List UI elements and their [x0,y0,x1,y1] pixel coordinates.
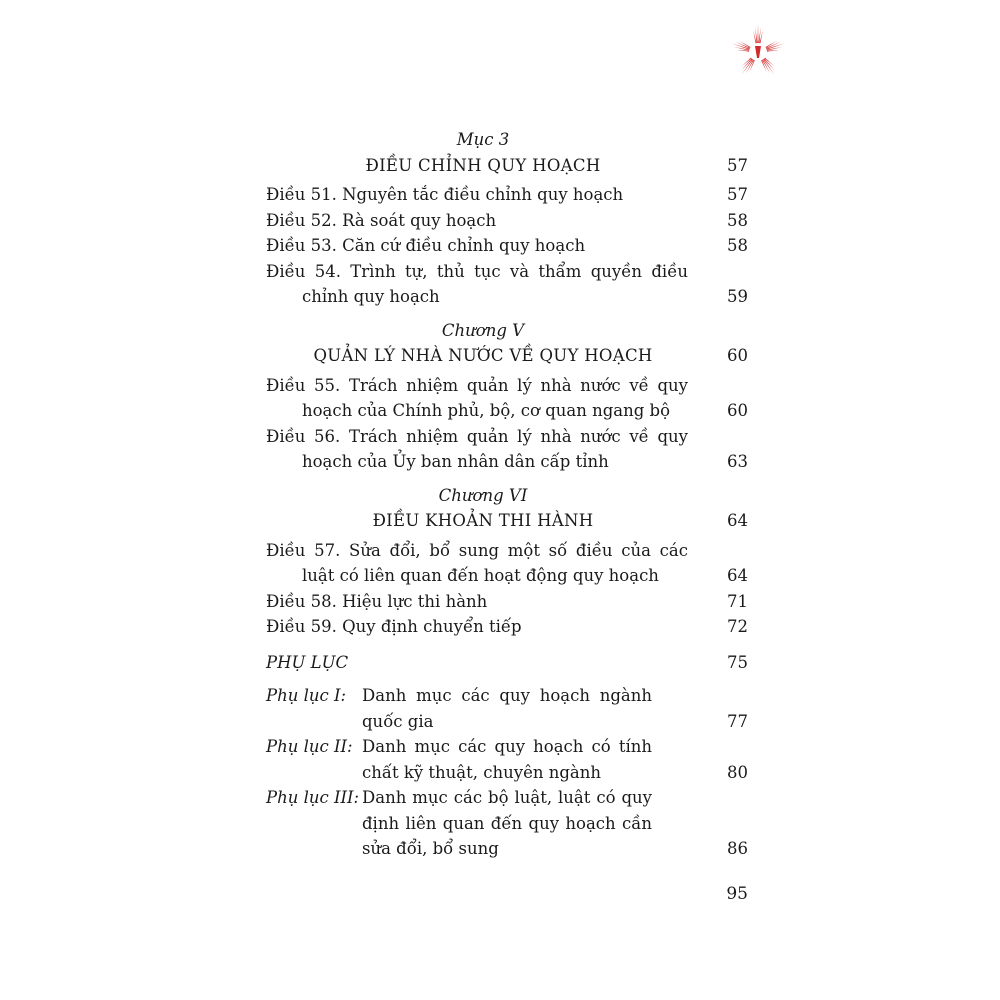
chapter-heading[interactable] [266,343,748,369]
appendix-title: PHỤ LỤC [266,652,349,672]
toc-entry[interactable] [266,373,748,424]
toc-entry[interactable] [266,424,748,475]
toc-entry[interactable] [266,259,748,310]
toc-entry[interactable] [266,538,748,589]
toc-entry[interactable] [266,614,748,640]
entry-title: Điều 52. Rà soát quy hoạch [266,210,497,230]
appendix-text: Danh mục các bộ luật, luật có quy định liên quan đến quy hoạch cần sửa đổi, bổ sung [362,788,652,858]
chapter-label: Chương V [441,320,525,340]
toc-entry[interactable] [266,208,748,234]
table-of-contents [266,125,748,862]
entry-title: Điều 53. Căn cứ điều chỉnh quy hoạch [266,236,586,255]
page-number: 64 [727,511,748,530]
appendix-entry[interactable] [266,683,748,734]
page-number: 57 [727,155,748,175]
appendix-text: Danh mục các quy hoạch ngành quốc gia [362,686,652,731]
toc-entry[interactable] [266,182,748,208]
page-number: 60 [727,401,748,420]
chapter-title: ĐIỀU KHOẢN THI HÀNH [372,511,594,530]
page-number: 58 [727,210,748,230]
page-number: 71 [727,591,748,611]
section-label: Mục 3 [456,130,510,149]
section-title: ĐIỀU CHỈNH QUY HOẠCH [365,155,601,175]
page-number: 77 [727,711,748,731]
entry-title: Điều 56. Trách nhiệm quản lý nhà nước về quy hoạch của Ủy ban nhân dân cấp tỉnh [266,426,688,471]
page-number: 64 [727,566,748,585]
toc-entry[interactable] [266,233,748,259]
page-number: 86 [727,839,748,858]
appendix-entry[interactable] [266,785,748,862]
appendix-text: Danh mục các quy hoạch có tính chất kỹ thuật, chuyên ngành [362,737,652,782]
appendix-label: Phụ lục I: [266,686,347,705]
appendix-label: Phụ lục II: [266,737,353,756]
toc-entry[interactable] [266,589,748,615]
page-number: 59 [727,287,748,306]
entry-title: Điều 58. Hiệu lực thi hành [266,591,488,611]
page-number: 58 [727,236,748,255]
page-number: 63 [727,452,748,471]
page-folio: 95 [726,884,748,904]
page-number: 80 [727,762,748,782]
entry-title: Điều 54. Trình tự, thủ tục và thẩm quyền điều chỉnh quy hoạch [266,261,688,306]
appendix-heading[interactable] [266,650,748,676]
chapter-heading[interactable] [266,508,748,534]
page-number: 60 [727,346,748,365]
chapter-label: Chương VI [438,485,528,505]
entry-title: Điều 51. Nguyên tắc điều chỉnh quy hoạch [266,185,624,204]
section-heading[interactable] [266,153,748,179]
appendix-entry[interactable] [266,734,748,785]
page-number: 72 [727,617,748,636]
entry-title: Điều 55. Trách nhiệm quản lý nhà nước về quy hoạch của Chính phủ, bộ, cơ quan ngang bộ [266,375,688,420]
page-number: 75 [727,652,748,672]
appendix-label: Phụ lục III: [266,788,360,807]
chapter-title: QUẢN LÝ NHÀ NƯỚC VỀ QUY HOẠCH [313,346,653,365]
entry-title: Điều 57. Sửa đổi, bổ sung một số điều của các luật có liên quan đến hoạt động quy hoạch [266,540,688,585]
page-number: 57 [727,185,748,204]
entry-title: Điều 59. Quy định chuyển tiếp [266,617,522,636]
red-star-emblem-icon [728,22,788,82]
